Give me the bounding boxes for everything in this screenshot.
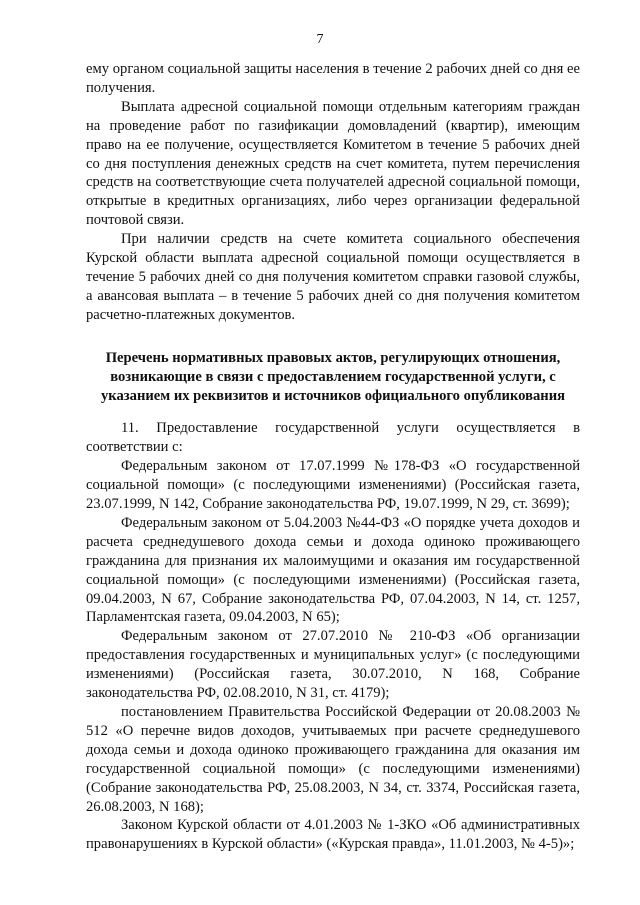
- paragraph-item-11: 11. Предоставление государственной услуги осуществляется в соответствии с:: [86, 420, 580, 456]
- paragraph-continuation: ему органом социальной защиты населения в течение 2 рабочих дней со дня ее получения.: [86, 61, 580, 96]
- paragraph-gasification-payment: Выплата адресной социальной помощи отдельным категориям граждан на проведение работ по газификации домовладений (квартир), имеющим право на ее получение, осуществляется Комитетом в течение 5 рабочих дней со дня поступления денежных средств на счет комитета, путем перечисления средств на соответствующие счета получателей адресной социальной помощи, открытые в кредитных организациях, либо через организации федеральной почтовой связи.: [86, 98, 580, 229]
- legal-act-federal-law-178: Федеральным законом от 17.07.1999 №178-ФЗ «О государственной социальной помощи» (с последующими изменениями) (Российская газета, 23.07.1999, N 142, Собрание законодательства РФ, 19.07.1999, N 29, ст. 3699);: [86, 458, 580, 513]
- document-body: [86, 60, 580, 854]
- legal-act-kursk-law-1zko: Законом Курской области от 4.01.2003 № 1-ЗКО «Об административных правонарушениях в Курской области» («Курская правда», 11.01.2003, № 4-5)»;: [86, 817, 580, 853]
- legal-act-federal-law-210: Федеральным законом от 27.07.2010 № 210-ФЗ «Об организации предоставления государственных и муниципальных услуг» (с последующими изменениями) (Российская газета, 30.07.2010, N 168, Собрание законодательства РФ, 02.08.2010, N 31, ст. 4179);: [86, 628, 580, 702]
- paragraph-funds-availability: При наличии средств на счете комитета социального обеспечения Курской области выплата адресной социальной помощи осуществляется в течение 5 рабочих дней со дня получения комитетом справки газовой службы, а авансовая выплата – в течение 5 рабочих дней со дня получения комитетом расчетно-платежных документов.: [86, 231, 580, 323]
- legal-act-government-decree-512: постановлением Правительства Российской Федерации от 20.08.2003 № 512 «О перечне видов доходов, учитываемых при расчете среднедушевого дохода семьи и дохода одиноко проживающего гражданина для оказания им государственной социальной помощи» (с последующими изменениями) (Собрание законодательства РФ, 25.08.2003, N 34, ст. 3374, Российская газета, 26.08.2003, N 168);: [86, 704, 580, 815]
- section-heading: Перечень нормативных правовых актов, регулирующих отношения, возникающие в связи с предоставлением государственной услуги, с указанием их реквизитов и источников официального опубликования: [101, 349, 565, 404]
- page-number: 7: [316, 32, 324, 47]
- legal-act-federal-law-44: Федеральным законом от 5.04.2003 №44-ФЗ «О порядке учета доходов и расчета среднедушевого дохода семьи и дохода одиноко проживающего гражданина для признания их малоимущими и оказания им государственной социальной помощи» (с последующими изменениями) (Российская газета, 09.04.2003, N 67, Собрание законодательства РФ, 07.04.2003, N 14, ст. 1257, Парламентская газета, 09.04.2003, N 65);: [86, 514, 580, 626]
